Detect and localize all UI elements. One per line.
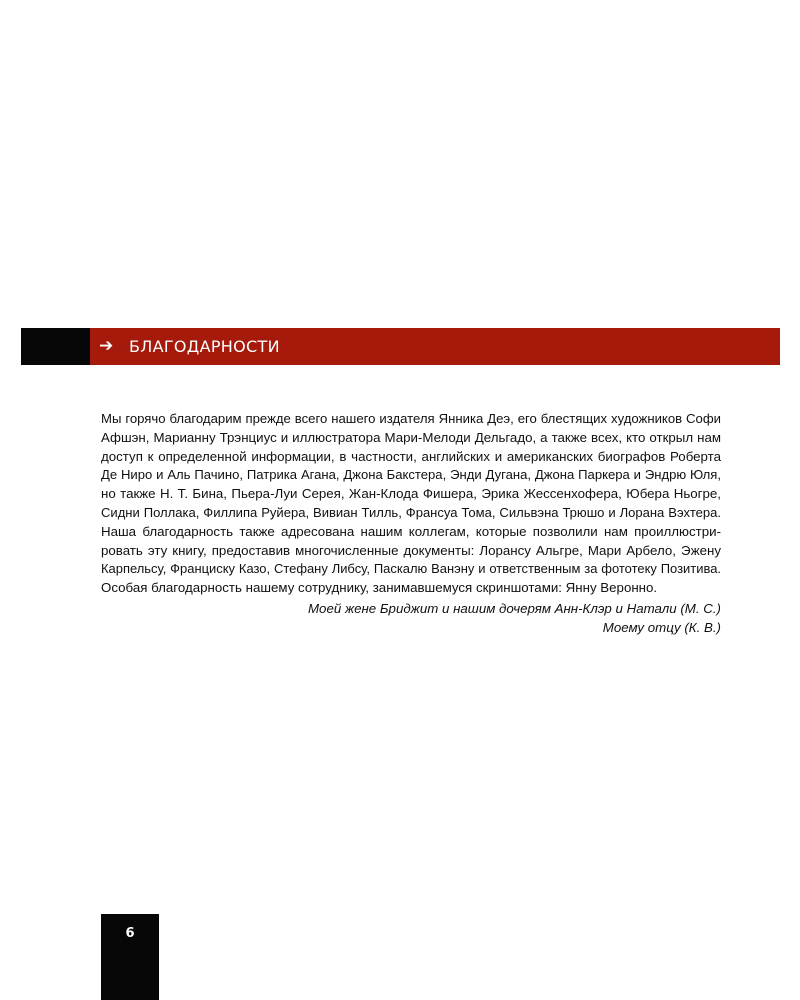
arrow-right-icon: ➔ <box>99 336 114 356</box>
paragraph-line: Особая благодарность нашему сотруднику, занимавшемуся скриншотами: Янну Веронно. <box>101 580 658 596</box>
section-title: БЛАГОДАРНОСТИ <box>129 337 280 356</box>
dedications <box>101 600 721 638</box>
page-number-tab <box>101 914 159 1000</box>
paragraph-line: ровать эту книгу, предоставив многочисленные документы: Лорансу Альгре, Мари Арбело, Эжену <box>101 542 721 558</box>
page-number: 6 <box>125 926 135 941</box>
paragraph-line: Наша благодарность также адресована нашим коллегам, которые позволили нам проиллюстри- <box>101 523 721 539</box>
paragraph-line: Афшэн, Марианну Трэнциус и иллюстратора Мари-Мелоди Дельгадо, а также всех, кто открыл нам <box>101 429 721 445</box>
paragraph-line: Сидни Поллака, Филлипа Руйера, Вивиан Тилль, Франсуа Тома, Сильвэна Трюшо и Лорана Вэхтера. <box>101 504 721 520</box>
header-red-band <box>90 328 780 365</box>
header-black-block <box>21 328 90 365</box>
section-header <box>21 328 780 365</box>
acknowledgements-paragraph <box>101 410 721 598</box>
dedication-line: Моему отцу (К. В.) <box>602 619 721 635</box>
paragraph-line: Де Ниро и Аль Пачино, Патрика Агана, Джона Бакстера, Энди Дугана, Джона Паркера и Эндрю Юля, <box>101 467 721 483</box>
paragraph-line: Мы горячо благодарим прежде всего нашего издателя Янника Деэ, его блестящих художников Софи <box>101 411 721 426</box>
paragraph-line: Карпельсу, Франциску Казо, Стефану Либсу, Паскалю Ванэну и ответственным за фототеку Позитива. <box>101 561 721 577</box>
paragraph-line: но также Н. Т. Бина, Пьера-Луи Серея, Жан-Клода Фишера, Эрика Жессенхофера, Юбера Ньогре, <box>101 486 721 502</box>
paragraph-line: доступ к определенной информации, в частности, английских и американских биографов Роберта <box>101 448 721 464</box>
dedication-line: Моей жене Бриджит и нашим дочерям Анн-Клэр и Натали (М. С.) <box>307 601 721 616</box>
